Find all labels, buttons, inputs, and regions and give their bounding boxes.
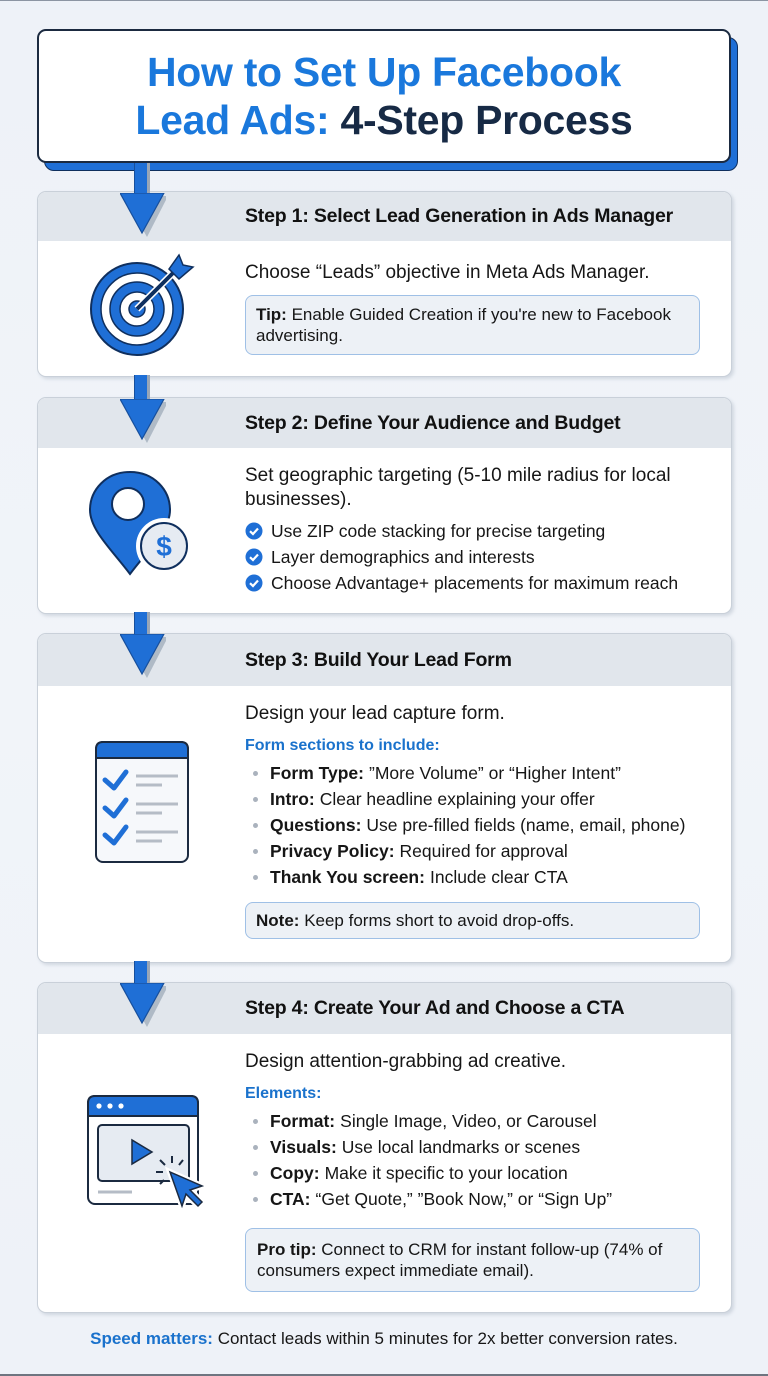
step-title: Step 3: Build Your Lead Form (245, 648, 512, 671)
note-box (245, 902, 700, 939)
down-arrow-icon (120, 399, 166, 443)
section-subhead: Form sections to include: (245, 737, 440, 754)
bullet-item (253, 1134, 701, 1160)
check-list (245, 518, 701, 596)
check-circle-icon (245, 522, 263, 540)
bullet-label: Intro: (270, 789, 315, 809)
footer-text: Contact leads within 5 minutes for 2x better conversion rates. (217, 1329, 678, 1348)
check-circle-icon (245, 574, 263, 592)
title-banner (37, 29, 733, 164)
pro-tip-label: Pro tip: (257, 1240, 317, 1259)
step-card-3 (37, 633, 732, 963)
check-text: Layer demographics and interests (271, 547, 535, 567)
bullet-list (253, 1108, 701, 1212)
tip-box (245, 295, 700, 355)
bullet-text: Make it specific to your location (324, 1163, 568, 1183)
title-line-2 (135, 96, 632, 144)
bullet-label: Form Type: (270, 763, 364, 783)
step-lead: Design your lead capture form. (245, 703, 505, 724)
svg-text:$: $ (155, 531, 172, 562)
bullet-item (253, 1186, 701, 1212)
bullet-text: Include clear CTA (429, 867, 568, 887)
step-body (38, 1034, 731, 1292)
bullet-text: Clear headline explaining your offer (319, 789, 595, 809)
bullet-text: ”More Volume” or “Higher Intent” (369, 763, 621, 783)
bullet-item (253, 1108, 701, 1134)
check-text: Use ZIP code stacking for precise targeting (271, 521, 606, 541)
down-arrow-icon (120, 634, 166, 678)
bullet-dot-icon (253, 1145, 258, 1150)
bullet-label: Visuals: (270, 1137, 337, 1157)
title-line-2-dark: 4-Step Process (340, 97, 633, 143)
footer-note (0, 1329, 768, 1349)
bullet-item (253, 760, 701, 786)
step-title: Step 1: Select Lead Generation in Ads Manager (245, 205, 674, 227)
bullet-text: Use pre-filled fields (name, email, phone) (366, 815, 686, 835)
bullet-dot-icon (253, 771, 258, 776)
step-title: Step 4: Create Your Ad and Choose a CTA (245, 997, 625, 1019)
bullet-text: “Get Quote,” ”Book Now,” or “Sign Up” (315, 1189, 613, 1209)
bullet-label: Format: (270, 1111, 336, 1131)
section-subhead: Elements: (245, 1085, 322, 1102)
bullet-dot-icon (253, 797, 258, 802)
footer-label: Speed matters: (90, 1329, 213, 1348)
bullet-item (253, 864, 701, 890)
note-label: Note: (256, 911, 300, 930)
location-pin-dollar-icon (38, 468, 245, 578)
pro-tip-text: Connect to CRM for instant follow-up (74% of consumers expect immediate email). (257, 1240, 663, 1280)
step-lead: Design attention-grabbing ad creative. (245, 1051, 567, 1072)
bullet-label: CTA: (270, 1189, 311, 1209)
check-item (245, 544, 701, 570)
checklist-form-icon (38, 740, 245, 864)
bullet-dot-icon (253, 823, 258, 828)
step-card-4 (37, 982, 732, 1313)
step-body (38, 448, 731, 596)
check-text: Choose Advantage+ placements for maximum reach (271, 573, 679, 593)
bullet-item (253, 812, 701, 838)
check-item (245, 518, 701, 544)
step-lead: Set geographic targeting (5-10 mile radius for local businesses). (245, 465, 671, 510)
title-line-2-blue: Lead Ads: (135, 97, 330, 143)
title-line-1: How to Set Up Facebook (146, 49, 622, 95)
down-arrow-icon (120, 193, 166, 237)
bullet-text: Single Image, Video, or Carousel (340, 1111, 597, 1131)
bullet-dot-icon (253, 1197, 258, 1202)
note-text: Keep forms short to avoid drop-offs. (304, 911, 575, 930)
bullet-text: Use local landmarks or scenes (341, 1137, 581, 1157)
pro-tip-box (245, 1228, 700, 1292)
step-title: Step 2: Define Your Audience and Budget (245, 411, 621, 434)
bullet-text: Required for approval (399, 841, 568, 861)
video-window-cursor-icon (38, 1092, 245, 1214)
bullet-dot-icon (253, 1119, 258, 1124)
target-arrow-icon (38, 249, 245, 359)
title-box (37, 29, 731, 163)
tip-label: Tip: (256, 305, 287, 324)
step-lead: Choose “Leads” objective in Meta Ads Manager. (245, 262, 650, 283)
bullet-label: Questions: (270, 815, 362, 835)
bullet-list (253, 760, 701, 890)
bullet-item (253, 786, 701, 812)
bullet-label: Privacy Policy: (270, 841, 395, 861)
down-arrow-icon (120, 983, 166, 1027)
check-item (245, 570, 701, 596)
step-body (38, 241, 731, 355)
bullet-dot-icon (253, 849, 258, 854)
bullet-item (253, 1160, 701, 1186)
bullet-label: Thank You screen: (270, 867, 425, 887)
bullet-dot-icon (253, 1171, 258, 1176)
bullet-dot-icon (253, 875, 258, 880)
check-circle-icon (245, 548, 263, 566)
bullet-item (253, 838, 701, 864)
bullet-label: Copy: (270, 1163, 320, 1183)
step-body (38, 686, 731, 939)
tip-text: Enable Guided Creation if you're new to Facebook advertising. (256, 305, 671, 345)
